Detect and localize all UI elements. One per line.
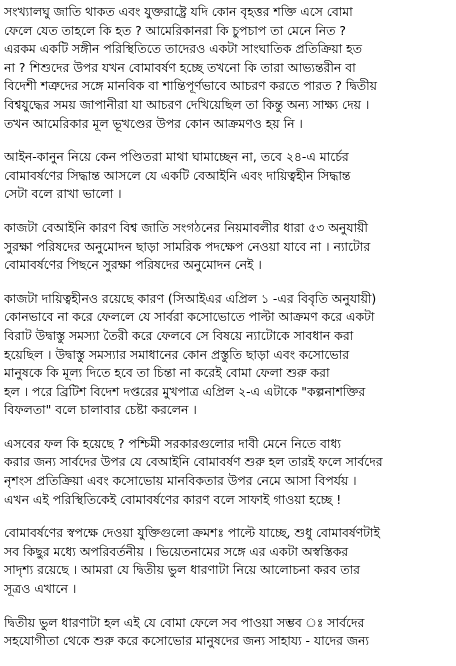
paragraph-5 [4,435,454,509]
text-line: সংখ্যালঘু জাতি থাকত এবং যুক্তরাষ্ট্রে যদি কোন বৃহত্তর শক্তি এসে বোমা [4,4,353,19]
text-line: না ? শিশুদের উপর যখন বোমাবর্ষণ হচ্ছে তখনো কি তারা আভ্যন্তরীন বা [4,59,356,75]
text-line: বোমাবর্ষণের পিছনে সুরক্ষা পরিষদের অনুমোদন নেই । [4,257,262,273]
text-line: কোনভাবে না করে ফেললে যে সার্বরা কসোভোতে পাল্টা আক্রমণ করে একটা [4,309,375,325]
text-line: এখন এই পরিস্থিতিকেই বোমাবর্ষণের কারণ বলে সাফাই গাওয়া হচ্ছে ! [4,491,342,507]
text-line: বিফলতা" বলে চালাবার চেষ্টা করলেন । [4,402,197,418]
paragraph-4 [4,290,454,420]
text-line: দ্বিতীয় ভুল ধারণাটা হল এই যে বোমা ফেলে সব পাওয়া সম্ভব ঃ সার্বদের [4,614,365,630]
text-line: সেটা বলে রাখা ভালো । [4,186,122,202]
text-line: নৃশংস প্রতিক্রিয়া এবং কসোভোয় মানবিকতার উপর নেমে আসা বিপর্যয় । [4,473,357,489]
text-line: আইন-কানুন নিয়ে কেন পণ্ডিতরা মাথা ঘামাচ্ছেন না, তবে ২৪-এ মার্চের [4,149,349,165]
text-line: কাজটা বেআইনি কারণ বিশ্ব জাতি সংগঠনের নিয়মাবলীর ধারা ৫৩ অনুযায়ী [4,219,368,235]
text-line: সূত্রও এখানে । [4,581,77,597]
text-line: কাজটা দায়িত্বহীনও রয়েছে কারণ (সিআইএর এপ্রিল ১ -এর বিবৃতি অনুযায়ী) [4,290,377,306]
text-line: এরকম একটি সঙ্গীন পরিস্থিতিতে তাদেরও একটা সাংঘাতিক প্রতিক্রিয়া হত [4,41,362,57]
paragraph-7 [4,614,454,651]
text-line: বিশ্বযুদ্ধের সময় জাপানীরা যা আচরণ দেখিয়েছিল তা কিন্তু অন্য সাক্ষ্য দেয় । [4,96,370,112]
text-line: বোমাবর্ষণের স্বপক্ষে দেওয়া যুক্তিগুলো ক্রমশঃ পাল্টে যাচ্ছে, শুধু বোমাবর্ষণটাই [4,525,380,541]
paragraph-2 [4,148,454,204]
text-line: সাদৃশ্য রয়েছে । আমরা যে দ্বিতীয় ভুল ধারণাটা নিয়ে আলোচনা করব তার [4,562,360,578]
text-line: বোমাবর্ষণের সিদ্ধান্ত আসলে যে একটি বেআইনি এবং দায়িত্বহীন সিদ্ধান্ত [4,167,351,183]
paragraph-3 [4,219,454,275]
text-line: করার জন্য সার্বদের উপর যে বেআইনি বোমাবর্ষণ শুরু হল তারই ফলে সার্বদের [4,454,383,470]
text-line: এসবের ফল কি হয়েছে ? পশ্চিমী সরকারগুলোর দাবী মেনে নিতে বাধ্য [4,435,342,451]
text-line: হয়েছিল । উদ্বাস্তু সমস্যার সমাধানের কোন প্রস্তুতি ছাড়া এবং কসোভোর [4,346,350,362]
document-page [4,3,454,666]
text-line: সব কিছুর মধ্যে অপরিবর্তনীয় । ভিয়েতনামের সঙ্গে এর একটা অস্বস্তিকর [4,543,349,559]
text-line: বিরাট উদ্বাস্তু সমস্যা তৈরী করে ফেলবে সে বিষয়ে ন্যাটোকে সাবধান করা [4,327,354,343]
text-line: হল । পরে ব্রিটিশ বিদেশ দপ্তরের মুখপাত্র এপ্রিল ২-এ এটাকে "কল্পনাশক্তির [4,383,366,399]
text-line: বিদেশী শত্রুদের সঙ্গে মানবিক বা শান্তিপূর্ণভাবে আচরণ করতে পারত ? দ্বিতীয় [4,78,377,94]
text-line: ফেলে যেত তাহলে কি হত ? আমেরিকানরা কি চুপচাপ তা মেনে নিত ? [4,22,346,38]
paragraph-1 [4,3,454,133]
text-line: সহযোগীতা থেকে শুরু করে কসোভোর মানুষদের জন্য সাহায্য - যাদের জন্য [4,633,369,649]
paragraph-6 [4,524,454,598]
text-line: তখন আমেরিকার মূল ভূখণ্ডের উপর কোন আক্রমণও হয় নি । [4,115,303,131]
text-line: মানুষকে কি মূল্য দিতে হবে তা চিন্তা না করেই বোমা ফেলা শুরু করা [4,365,330,381]
text-line: সুরক্ষা পরিষদের অনুমোদন ছাড়া সামরিক পদক্ষেপ নেওয়া যাবে না । ন্যাটোর [4,238,371,254]
